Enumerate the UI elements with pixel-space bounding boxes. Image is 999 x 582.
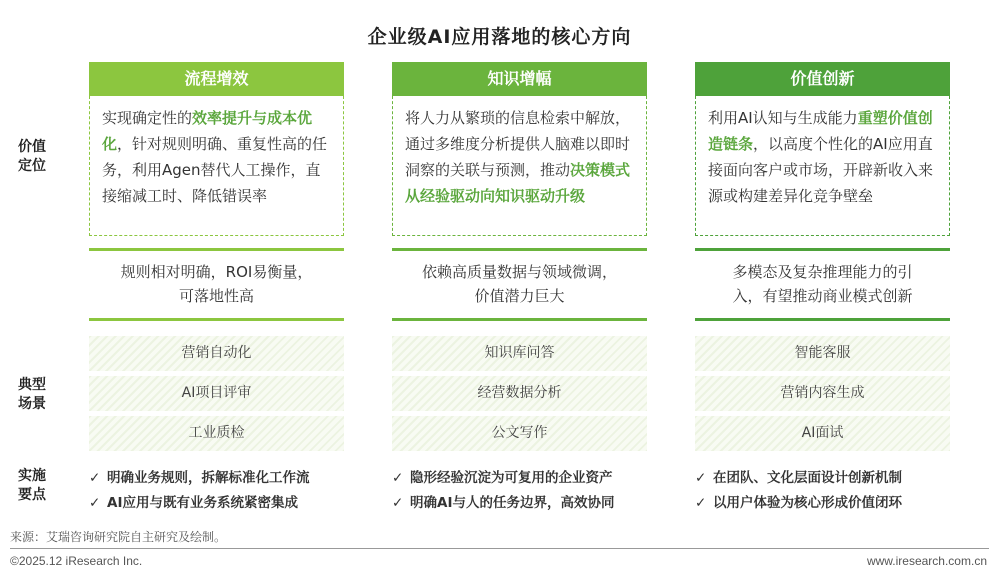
advantage-line2: 入，有望推动商业模式创新 [732, 287, 913, 305]
row-label-implement-line2: 要点 [18, 487, 46, 503]
advantage-text [89, 260, 344, 308]
source-note: 来源：艾瑞咨询研究院自主研究及绘制。 [10, 530, 227, 544]
row-label-implement-line1: 实施 [18, 468, 46, 484]
column-value-innovation [695, 62, 950, 511]
scenario-item: 公文写作 [392, 416, 647, 451]
value-text: 实现确定性的 [102, 109, 193, 127]
column-process-efficiency [89, 62, 344, 511]
row-label-value-line1: 价值 [18, 139, 46, 155]
implementation-point [89, 493, 389, 513]
highlight-text: 决策模式从经验驱动向知识驱动升级 [405, 161, 631, 205]
check-icon: ✓ [392, 495, 404, 511]
advantage-line2: 价值潜力巨大 [474, 287, 565, 305]
advantage-text [695, 260, 950, 308]
footer-divider [10, 548, 989, 549]
divider-bar [392, 318, 647, 321]
divider-bar [89, 248, 344, 251]
scenario-item: 经营数据分析 [392, 376, 647, 411]
column-header: 流程增效 [89, 62, 344, 96]
value-text: 将人力从繁琐的信息检索中解放，通过多维度分析提供人脑难以即时洞察的关联与预测，推动 [405, 109, 631, 179]
divider-bar [89, 318, 344, 321]
advantage-line1: 多模态及复杂推理能力的引 [732, 263, 913, 281]
check-icon: ✓ [89, 470, 101, 486]
value-text: 利用AI认知与生成能力 [708, 109, 858, 127]
column-knowledge-amplification [392, 62, 647, 511]
scenario-item: 知识库问答 [392, 336, 647, 371]
divider-bar [695, 248, 950, 251]
check-icon: ✓ [89, 495, 101, 511]
advantage-text [392, 260, 647, 308]
copyright: ©2025.12 iResearch Inc. [10, 554, 143, 568]
highlight-text: 效率提升与成本优化 [102, 109, 313, 153]
website-url: www.iresearch.com.cn [866, 554, 987, 568]
advantage-line1: 规则相对明确，ROI易衡量， [120, 263, 313, 281]
scenario-item: AI项目评审 [89, 376, 344, 411]
point-text: 明确业务规则，拆解标准化工作流 [107, 470, 310, 486]
implementation-point [695, 493, 995, 513]
column-header: 知识增幅 [392, 62, 647, 96]
highlight-text: 重塑价值创造链条 [708, 109, 933, 153]
scenario-item: 工业质检 [89, 416, 344, 451]
advantage-line1: 依赖高质量数据与领域微调， [421, 263, 617, 281]
row-label-implement [18, 467, 68, 505]
check-icon: ✓ [392, 470, 404, 486]
scenario-item: 营销内容生成 [695, 376, 950, 411]
check-icon: ✓ [695, 495, 707, 511]
value-positioning-box [695, 96, 950, 236]
implementation-point [89, 468, 389, 488]
point-text: 明确AI与人的任务边界，高效协同 [410, 495, 615, 511]
row-label-scenario-line1: 典型 [18, 377, 46, 393]
point-text: 以用户体验为核心形成价值闭环 [713, 495, 902, 511]
value-text: ，以高度个性化的AI应用直接面向客户或市场，开辟新收入来源或构建差异化竞争壁垒 [708, 135, 934, 205]
row-label-scenario [18, 376, 68, 414]
check-icon: ✓ [695, 470, 707, 486]
page-title: 企业级AI应用落地的核心方向 [367, 26, 632, 48]
point-text: 在团队、文化层面设计创新机制 [713, 470, 902, 486]
scenario-item: 智能客服 [695, 336, 950, 371]
row-label-scenario-line2: 场景 [18, 396, 46, 412]
scenario-item: 营销自动化 [89, 336, 344, 371]
divider-bar [695, 318, 950, 321]
implementation-point [392, 468, 692, 488]
scenario-item: AI面试 [695, 416, 950, 451]
value-positioning-box [89, 96, 344, 236]
point-text: 隐形经验沉淀为可复用的企业资产 [410, 470, 613, 486]
implementation-point [695, 468, 995, 488]
advantage-line2: 可落地性高 [178, 287, 254, 305]
value-positioning-box [392, 96, 647, 236]
value-text: ，针对规则明确、重复性高的任务，利用Agen替代人工操作，直接缩减工时、降低错误率 [102, 135, 328, 205]
divider-bar [392, 248, 647, 251]
implementation-point [392, 493, 692, 513]
point-text: AI应用与既有业务系统紧密集成 [107, 495, 298, 511]
row-label-value [18, 138, 68, 176]
row-label-value-line2: 定位 [18, 158, 46, 174]
column-header: 价值创新 [695, 62, 950, 96]
